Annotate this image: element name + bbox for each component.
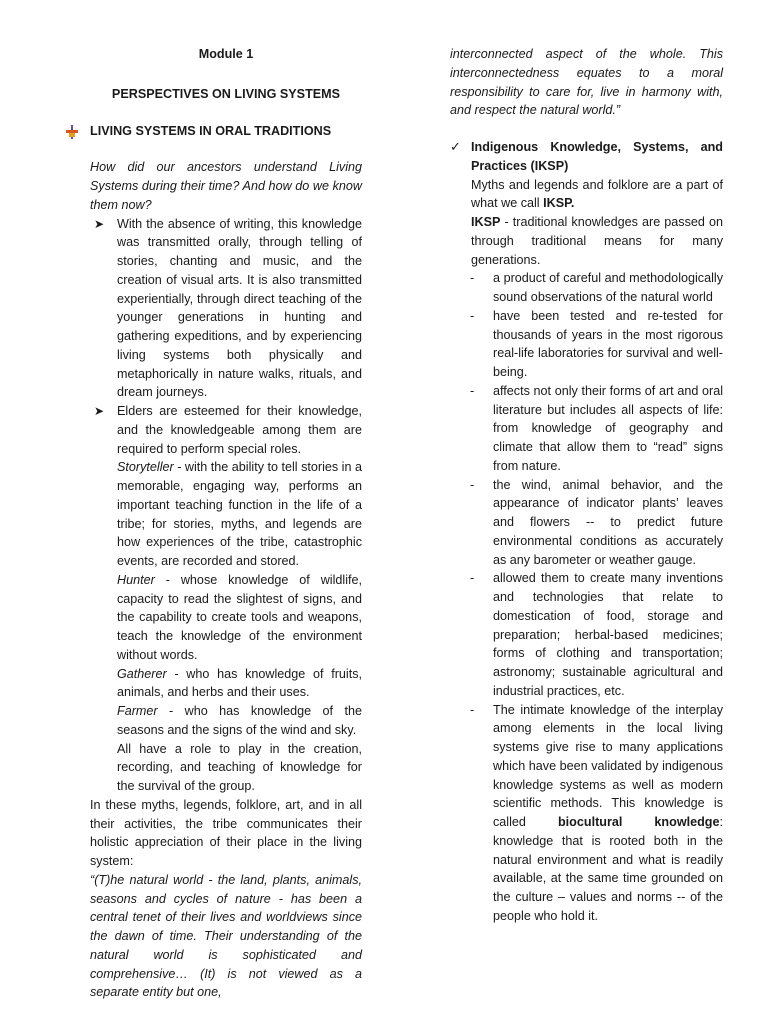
iksp-dash-list xyxy=(450,269,723,925)
myths-paragraph: In these myths, legends, folklore, art, and in all their activities, the tribe communicates their holistic appreciation of their place in the living system: xyxy=(90,797,362,868)
dash-bullet: - xyxy=(470,702,475,717)
iksp-heading: Indigenous Knowledge, Systems, and Practices (IKSP) xyxy=(471,140,723,173)
farmer-term: Farmer xyxy=(117,704,158,718)
oral-traditions-heading-text: LIVING SYSTEMS IN ORAL TRADITIONS xyxy=(90,123,332,138)
module-title: Module 1 xyxy=(198,47,254,61)
myths-line-text: Myths and legends and folklore are a part of what we call xyxy=(471,177,723,211)
arrow-bullet-icon: ➤ xyxy=(94,216,105,231)
biocultural-pre: The intimate knowledge of the interplay among elements in the local living systems give rise to many applications which have been validated by indigenous knowledge systems as well as modern scientific methods. This knowledge is called xyxy=(493,702,723,829)
biocultural-item-text xyxy=(493,701,723,926)
iksp-term: IKSP xyxy=(471,215,501,229)
bullet-oral-transmission xyxy=(90,215,362,403)
list-item xyxy=(450,701,723,926)
farmer-text: - who has knowledge of the seasons and the signs of the wind and sky. xyxy=(117,704,362,737)
list-item-text: the wind, animal behavior, and the appearance of indicator plants’ leaves and flowers -- to predict future environmental conditions as accurately as any barometer or weather gauge. xyxy=(493,477,723,567)
hunter-text: - whose knowledge of wildlife, capacity to read the slightest of signs, and the capability to create tools and weapons, teach the knowledge of the environment without words. xyxy=(117,572,362,662)
quote-end: interconnected aspect of the whole. This interconnectedness equates to a moral responsibility to care for, live in harmony with, and respect the natural world.” xyxy=(450,47,723,118)
hunter-role xyxy=(117,571,362,665)
list-item-text: allowed them to create many inventions and technologies that relate to domestication of food, storage and preparation; herbal-based medicines; forms of clothing and transportation; astronomy; sustainable agricultural and industrial practices, etc. xyxy=(493,571,723,698)
storyteller-role xyxy=(117,458,362,571)
list-item-text: have been tested and re-tested for thousands of years in the most rigorous real-life laboratories for survival and well-being. xyxy=(493,308,723,379)
biocultural-term: biocultural knowledge xyxy=(557,815,720,829)
list-item xyxy=(450,269,723,307)
bullet-elders-text: Elders are esteemed for their knowledge, and the knowledgeable among them are required to perform special roles. xyxy=(117,404,362,456)
list-item-text: affects not only their forms of art and oral literature but includes all aspects of life: from knowledge of geography and climate that allow them to “read” signs from nature. xyxy=(493,383,723,473)
gatherer-text: - who has knowledge of fruits, animals, and herbs and their uses. xyxy=(117,666,362,700)
list-item xyxy=(450,382,723,476)
myths-line xyxy=(471,176,723,214)
bullet-elders xyxy=(90,402,362,796)
perspectives-title: PERSPECTIVES ON LIVING SYSTEMS xyxy=(111,86,341,101)
right-column xyxy=(450,45,723,926)
storyteller-text: - with the ability to tell stories in a memorable, engaging way, performs an important teaching function in the life of a tribe; for stories, myths, and legends are how experiences of the tribe, catastrophic events, are recorded and stored. xyxy=(117,460,362,568)
gatherer-role xyxy=(117,665,362,703)
quote-start: “(T)he natural world - the land, plants, animals, seasons and cycles of nature - has been a central tenet of their lives and worldviews since the dawn of time. Their understanding of the natural world is sophisticated and comprehensive… (It) is not viewed as a separate entity but one, xyxy=(90,872,362,1000)
dash-bullet: - xyxy=(470,477,475,492)
dash-bullet: - xyxy=(470,383,475,398)
bullet-oral-transmission-text: With the absence of writing, this knowledge was transmitted orally, through telling of stories, chanting and music, and the creation of visual arts. It is also transmitted experientially, through direct teaching of the younger generations in hunting and gathering expeditions, and by experiencing living systems both physically and metaphorically in nature walks, rituals, and dream journeys. xyxy=(117,216,362,400)
list-item xyxy=(450,476,723,570)
intro-question: How did our ancestors understand Living Systems during their time? And how do we know them now? xyxy=(90,160,362,212)
dash-bullet: - xyxy=(470,571,475,586)
iksp-section xyxy=(450,138,723,269)
all-roles-text: All have a role to play in the creation, recording, and teaching of knowledge for the survival of the group. xyxy=(117,741,362,793)
arrow-bullet-icon: ➤ xyxy=(94,404,105,418)
dash-bullet: - xyxy=(470,308,475,323)
storyteller-term: Storyteller xyxy=(117,460,174,475)
list-item xyxy=(450,569,723,700)
left-column xyxy=(90,45,362,1002)
list-item xyxy=(450,307,723,382)
dash-bullet: - xyxy=(470,271,475,286)
list-item-text: a product of careful and methodologically sound observations of the natural world xyxy=(493,271,723,304)
checkmark-bullet-icon: ✓ xyxy=(450,139,461,154)
farmer-role xyxy=(117,702,362,740)
oral-traditions-heading xyxy=(90,122,362,141)
hunter-term: Hunter xyxy=(117,572,155,587)
gatherer-term: Gatherer xyxy=(117,666,167,681)
iksp-text: - traditional knowledges are passed on through traditional means for many generations. xyxy=(471,215,723,267)
iksp-definition xyxy=(471,213,723,269)
section-marker-icon xyxy=(64,124,80,140)
myths-line-bold: IKSP. xyxy=(543,196,575,211)
biocultural-post: : knowledge that is rooted both in the natural environment and what is readily available, at the same time grounded on the culture – values and norms -- of the people who hold it. xyxy=(493,815,724,923)
